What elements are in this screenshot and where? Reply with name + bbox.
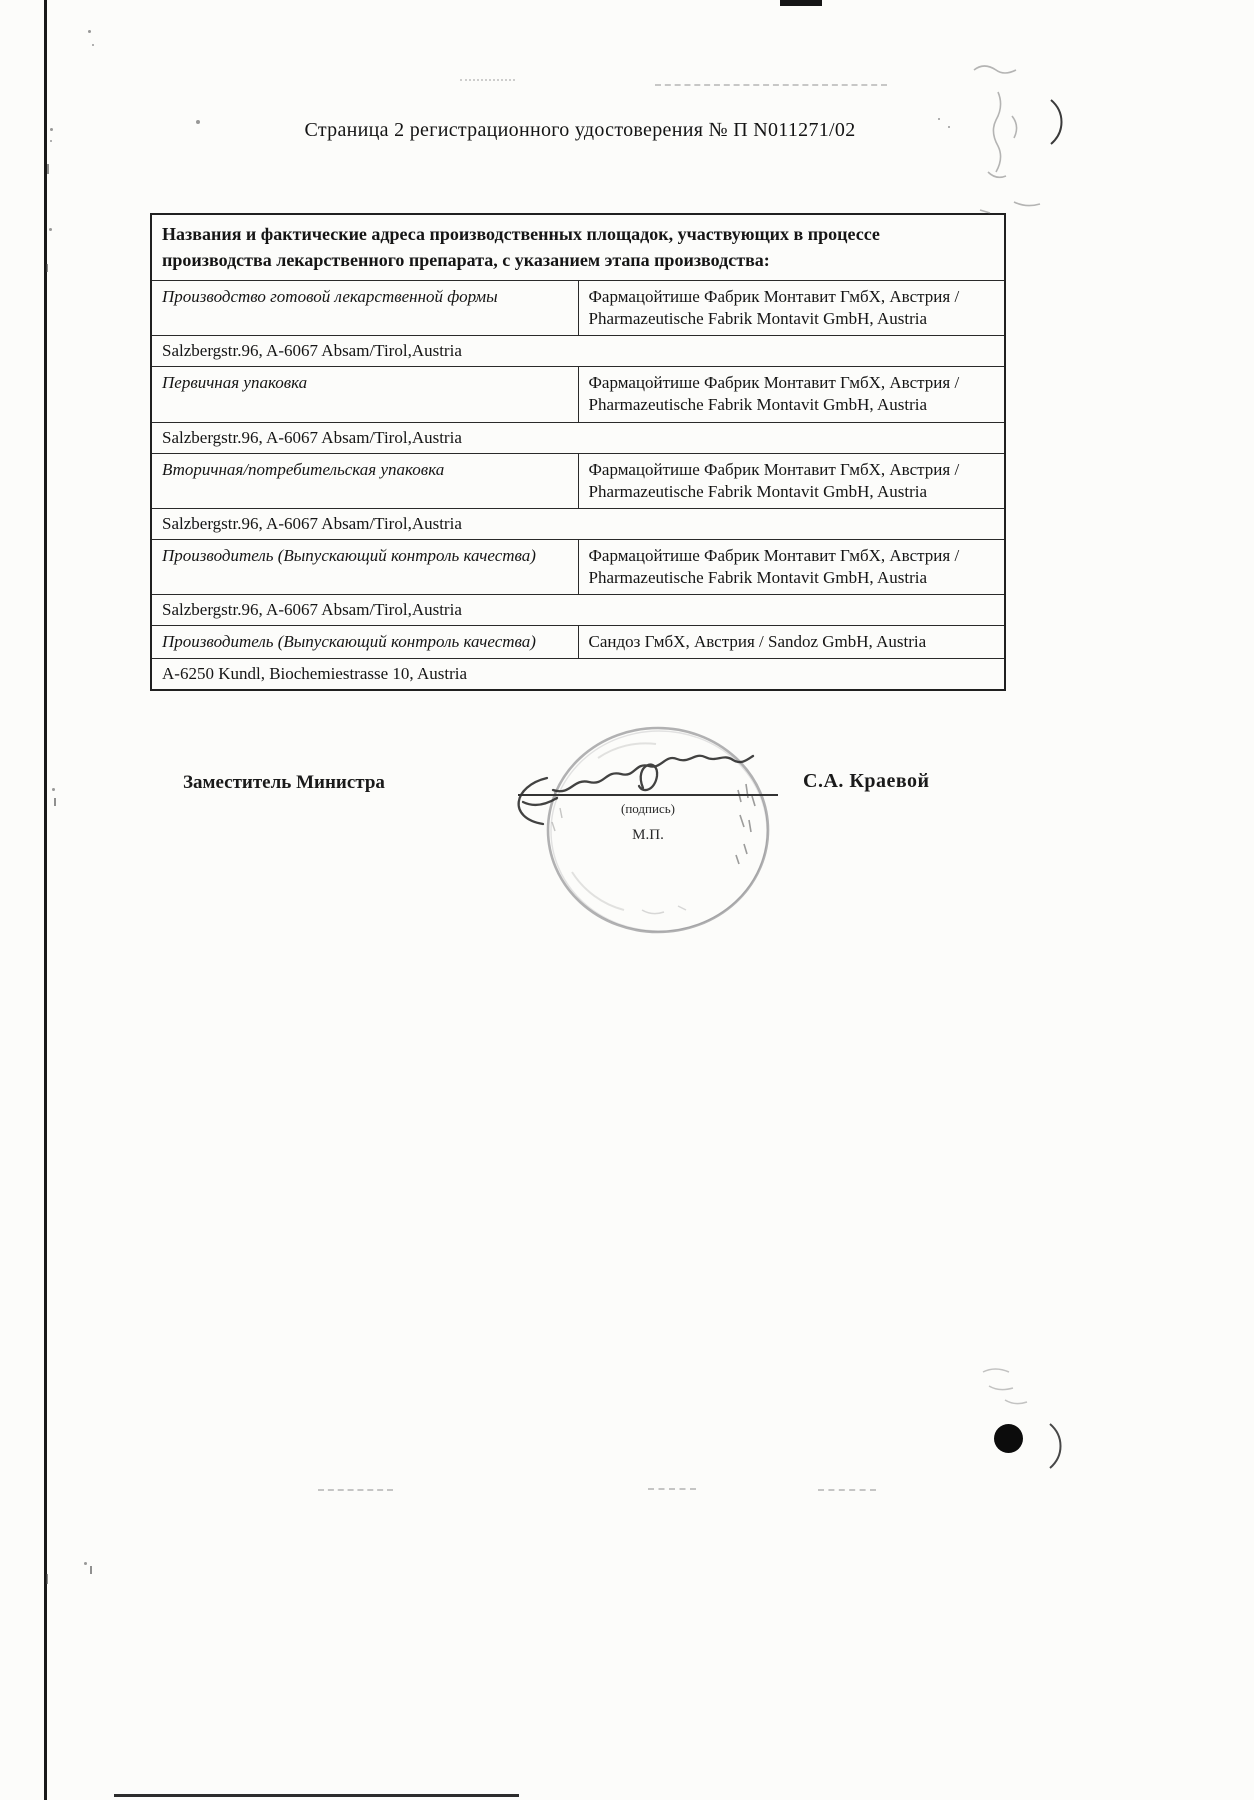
site-address-cell: Salzbergstr.96, A-6067 Absam/Tirol,Austria xyxy=(151,508,1005,539)
manufacturer-cell: Сандоз ГмбХ, Австрия / Sandoz GmbH, Austria xyxy=(578,626,1005,659)
scan-artifact-tick xyxy=(47,164,49,174)
signature-caption: (подпись) xyxy=(621,801,675,816)
scan-artifact-tick xyxy=(90,1566,92,1574)
scan-artifact-black-dot xyxy=(994,1424,1023,1453)
production-stage-cell: Производитель (Выпускающий контроль качества) xyxy=(151,626,578,659)
scan-artifact-tick xyxy=(46,1574,48,1584)
scan-artifact-paren-mark xyxy=(1046,1422,1068,1470)
scan-artifact-speck xyxy=(50,128,53,131)
scan-artifact-speck xyxy=(50,140,52,142)
table-header-cell: Названия и фактические адреса производственных площадок, участвующих в процессе производства лекарственного препарата, с указанием этапа производства: xyxy=(151,214,1005,281)
manufacturer-cell: Фармацойтише Фабрик Монтавит ГмбХ, Австрия / Pharmazeutische Fabrik Montavit GmbH, Austria xyxy=(578,453,1005,508)
scan-artifact-speck xyxy=(88,30,91,33)
scan-artifact-dashes xyxy=(318,1489,393,1491)
manufacturer-cell: Фармацойтише Фабрик Монтавит ГмбХ, Австрия / Pharmazeutische Fabrik Montavit GmbH, Austria xyxy=(578,281,1005,336)
site-address-cell: Salzbergstr.96, A-6067 Absam/Tirol,Austria xyxy=(151,336,1005,367)
table-row xyxy=(151,626,1005,659)
table-row xyxy=(151,336,1005,367)
table-row xyxy=(151,659,1005,691)
table-row xyxy=(151,539,1005,594)
table-header-row xyxy=(151,214,1005,281)
page-title: Страница 2 регистрационного удостоверения № П N011271/02 xyxy=(304,119,856,141)
scan-artifact-speck xyxy=(92,44,94,46)
table-row xyxy=(151,422,1005,453)
table-row xyxy=(151,508,1005,539)
signature-line xyxy=(518,794,778,796)
production-stage-cell: Первичная упаковка xyxy=(151,367,578,422)
signature-stroke xyxy=(495,722,795,837)
manufacturer-cell: Фармацойтише Фабрик Монтавит ГмбХ, Австрия / Pharmazeutische Fabrik Montavit GmbH, Austria xyxy=(578,539,1005,594)
scan-artifact-speck xyxy=(84,1562,87,1565)
site-address-cell: Salzbergstr.96, A-6067 Absam/Tirol,Austria xyxy=(151,595,1005,626)
scan-artifact-tick xyxy=(54,798,56,806)
scan-artifact-speck xyxy=(948,126,950,128)
site-address-cell: A-6250 Kundl, Biochemiestrasse 10, Austria xyxy=(151,659,1005,691)
scan-artifact-tick xyxy=(46,264,48,272)
scan-artifact-speck xyxy=(196,120,200,124)
production-stage-cell: Производство готовой лекарственной формы xyxy=(151,281,578,336)
signer-name: С.А. Краевой xyxy=(803,770,930,792)
production-stage-cell: Производитель (Выпускающий контроль качества) xyxy=(151,539,578,594)
manufacturer-cell: Фармацойтише Фабрик Монтавит ГмбХ, Австрия / Pharmazeutische Fabrik Montavit GmbH, Austria xyxy=(578,367,1005,422)
scan-artifact-speck xyxy=(52,788,55,791)
deputy-minister-label: Заместитель Министра xyxy=(183,772,385,793)
production-sites-table xyxy=(150,213,1006,691)
stamp-place-label: М.П. xyxy=(632,827,664,843)
site-address-cell: Salzbergstr.96, A-6067 Absam/Tirol,Austria xyxy=(151,422,1005,453)
scan-artifact-bottom-line xyxy=(114,1794,519,1797)
scan-artifact-speck xyxy=(49,228,52,231)
scan-artifact-dashes xyxy=(460,79,515,81)
production-stage-cell: Вторичная/потребительская упаковка xyxy=(151,453,578,508)
scan-artifact-speck xyxy=(938,118,940,120)
scan-artifact-corner-noise xyxy=(975,1362,1070,1412)
scan-artifact-dashes xyxy=(818,1489,876,1491)
scan-artifact-paren-mark xyxy=(1048,98,1068,146)
scan-artifact-dashes xyxy=(648,1488,696,1490)
table-row xyxy=(151,453,1005,508)
table-row xyxy=(151,595,1005,626)
table-row xyxy=(151,281,1005,336)
table-row xyxy=(151,367,1005,422)
scan-artifact-dashes xyxy=(655,84,887,86)
scan-artifact-top-dash xyxy=(780,0,822,6)
